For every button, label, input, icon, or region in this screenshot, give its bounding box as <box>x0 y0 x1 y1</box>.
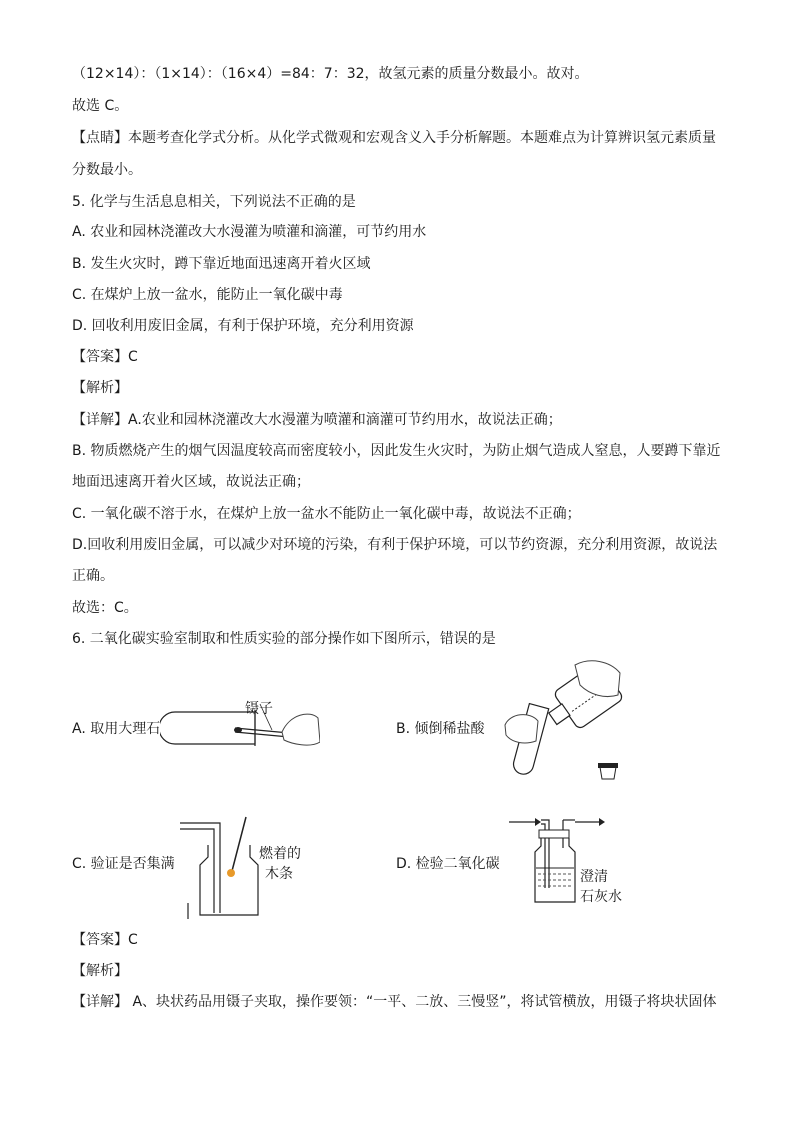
figure-a-test-tube-tweezers <box>160 692 320 752</box>
text-line: C. 一氧化碳不溶于水，在煤炉上放一盆水不能防止一氧化碳中毒，故说法不正确； <box>72 506 581 522</box>
text-line: D.回收利用废旧金属，可以减少对环境的污染，有利于保护环境，可以节约资源，充分利用资源，故说法 <box>72 537 718 553</box>
figure-c-splint-note-2: 木条 <box>265 866 293 882</box>
text-line: （12×14）：（1×14）：（16×4）=84：7：32，故氢元素的质量分数最小。故对。 <box>72 66 589 82</box>
figure-a-tweezers-note: 镊子 <box>245 701 273 717</box>
figure-c-gas-bottle <box>180 815 270 920</box>
question-5-title: 5. 化学与生活息息相关，下列说法不正确的是 <box>72 194 356 210</box>
answer-label: 【答案】C <box>72 932 138 948</box>
figure-d-limewater-note-2: 石灰水 <box>580 889 622 905</box>
option-c: C. 在煤炉上放一盆水，能防止一氧化碳中毒 <box>72 287 343 303</box>
option-a: A. 农业和园林浇灌改大水漫灌为喷灌和滴灌，可节约用水 <box>72 224 427 240</box>
figure-b-label: B. 倾倒稀盐酸 <box>396 721 485 737</box>
analysis-label: 【解析】 <box>72 380 128 396</box>
figure-a-label: A. 取用大理石 <box>72 721 161 737</box>
figure-d-limewater-note-1: 澄清 <box>580 869 608 885</box>
analysis-label: 【解析】 <box>72 963 128 979</box>
text-line: 故选：C。 <box>72 600 138 616</box>
text-line: 地面迅速离开着火区域，故说法正确； <box>72 474 310 490</box>
figure-c-label: C. 验证是否集满 <box>72 856 175 872</box>
figure-c-splint-note-1: 燃着的 <box>259 846 301 862</box>
option-b: B. 发生火灾时，蹲下靠近地面迅速离开着火区域 <box>72 256 371 272</box>
answer-label: 【答案】C <box>72 349 138 365</box>
text-line: 【详解】A.农业和园林浇灌改大水漫灌为喷灌和滴灌可节约用水，故说法正确； <box>72 412 562 428</box>
text-line: 正确。 <box>72 568 114 584</box>
text-line: 【点睛】本题考查化学式分析。从化学式微观和宏观含义入手分析解题。本题难点为计算辨识氢元素质量 <box>72 130 716 146</box>
option-d: D. 回收利用废旧金属，有利于保护环境，充分利用资源 <box>72 318 414 334</box>
question-6-title: 6. 二氧化碳实验室制取和性质实验的部分操作如下图所示，错误的是 <box>72 631 496 647</box>
text-line: 分数最小。 <box>72 162 142 178</box>
figure-d-label: D. 检验二氧化碳 <box>396 856 500 872</box>
text-line: 【详解】 A、块状药品用镊子夹取，操作要领：“一平、二放、三慢竖”，将试管横放，用镊子将块状固体 <box>72 994 717 1010</box>
figure-b-pouring <box>490 655 640 785</box>
text-line: 故选 C。 <box>72 98 129 114</box>
text-line: B. 物质燃烧产生的烟气因温度较高而密度较小，因此发生火灾时，为防止烟气造成人窒息，人要蹲下靠近 <box>72 443 721 459</box>
